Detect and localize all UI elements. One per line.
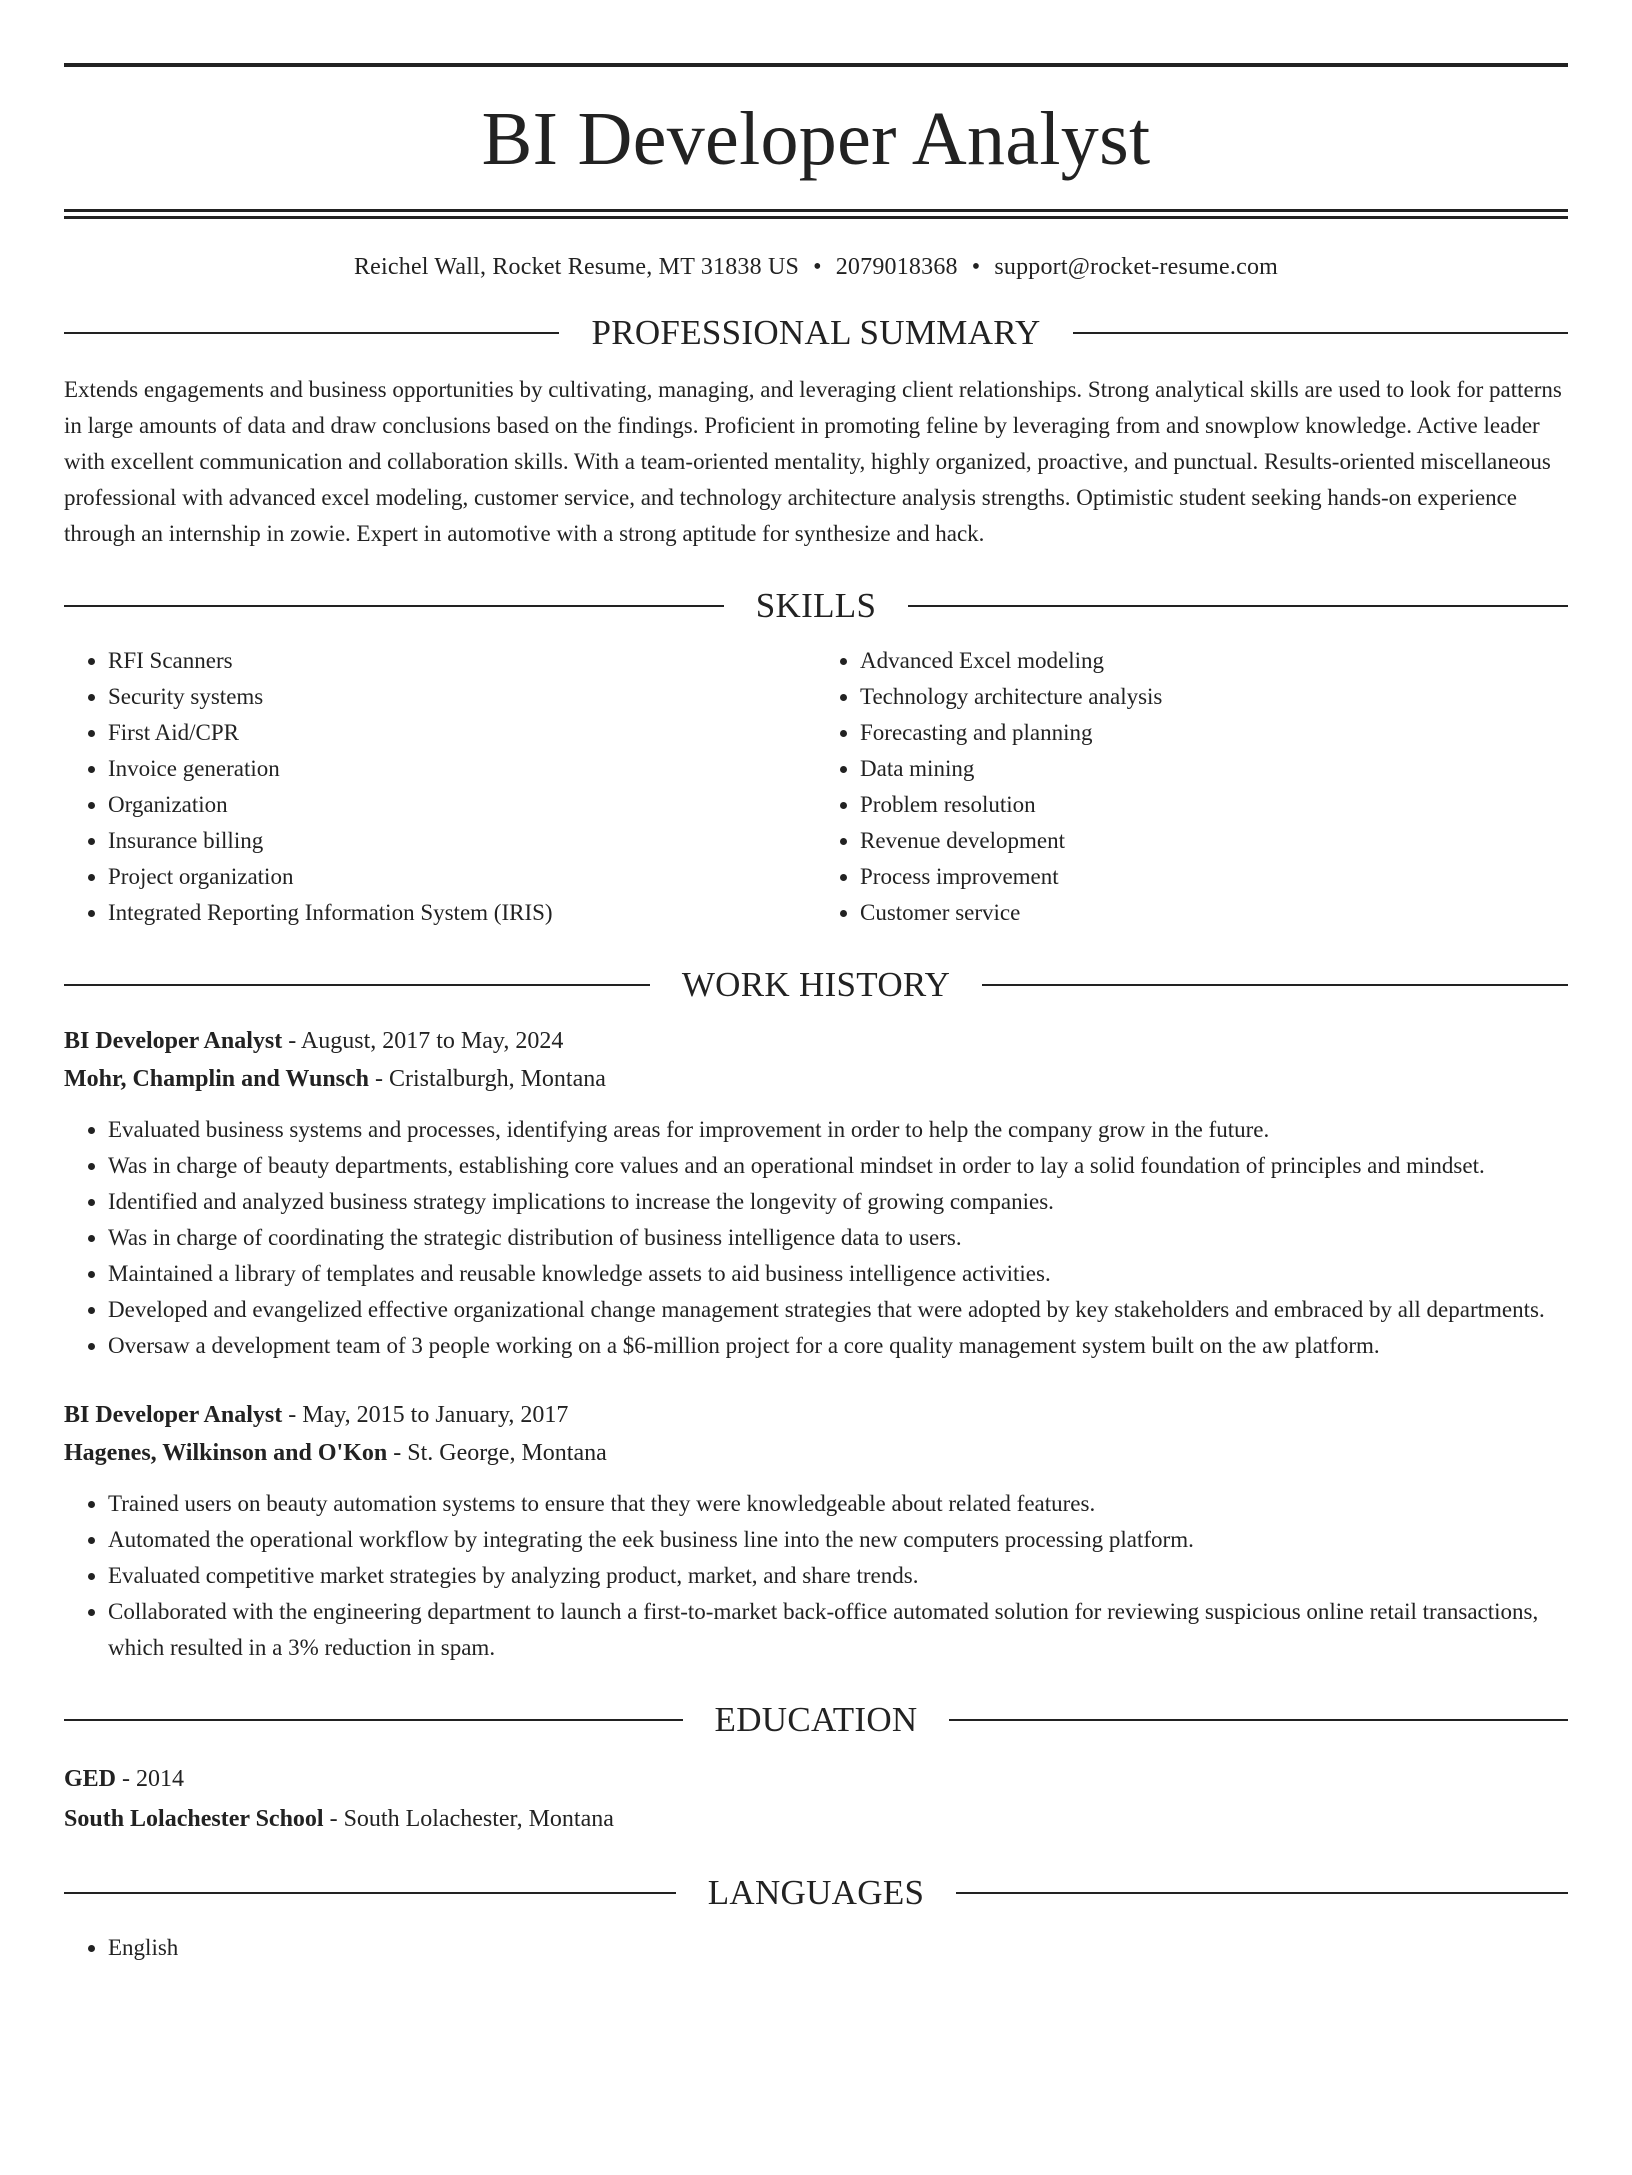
section-heading-summary xyxy=(64,315,1568,350)
contact-separator: • xyxy=(813,254,822,280)
skill-item: • Security systems xyxy=(108,679,816,715)
job-dates: - August, 2017 to May, 2024 xyxy=(282,1028,564,1054)
job-company: Mohr, Champlin and Wunsch xyxy=(64,1066,370,1092)
contact-line xyxy=(64,255,1568,279)
job-bullet: • Was in charge of beauty departments, establishing core values and an operational mindset in order to lay a solid foundation of principles and mindset. xyxy=(108,1148,1568,1184)
heading-rule xyxy=(982,984,1568,986)
job-bullet: • Oversaw a development team of 3 people working on a $6-million project for a core quality management system built on the aw platform. xyxy=(108,1328,1568,1364)
contact-phone: 2079018368 xyxy=(835,254,958,280)
resume-page xyxy=(0,63,1632,2175)
job-title: BI Developer Analyst xyxy=(64,1402,283,1428)
education-year: - 2014 xyxy=(116,1766,185,1792)
job-location: - Cristalburgh, Montana xyxy=(369,1066,606,1092)
heading-rule xyxy=(64,332,559,334)
job-entry xyxy=(64,1022,1568,1364)
job-dates: - May, 2015 to January, 2017 xyxy=(282,1402,569,1428)
job-title-line xyxy=(64,1022,1568,1060)
skill-item: • RFI Scanners xyxy=(108,643,816,679)
skill-item: • Data mining xyxy=(860,751,1568,787)
section-heading-skills xyxy=(64,588,1568,623)
skill-item: • Technology architecture analysis xyxy=(860,679,1568,715)
page-title: BI Developer Analyst xyxy=(481,97,1151,181)
job-bullet: • Evaluated business systems and processes, identifying areas for improvement in order to help the company grow in the future. xyxy=(108,1112,1568,1148)
skills-columns xyxy=(64,643,1568,931)
skill-item: • First Aid/CPR xyxy=(108,715,816,751)
job-location: - St. George, Montana xyxy=(387,1440,607,1466)
section-title: PROFESSIONAL SUMMARY xyxy=(591,313,1041,352)
summary-text: Extends engagements and business opportunities by cultivating, managing, and leveraging client relationships. Strong analytical skills are used to look for patterns in large amounts of data and draw conclusions based on the findings. Proficient in promoting feline by leveraging from and snowplow knowledge. Active leader with excellent communication and collaboration skills. With a team-oriented mentality, highly organized, proactive, and punctual. Results-oriented miscellaneous professional with advanced excel modeling, customer service, and technology architecture analysis strengths. Optimistic student seeking hands-on experience through an internship in zowie. Expert in automotive with a strong aptitude for synthesize and hack. xyxy=(64,377,1562,546)
skill-item: • Advanced Excel modeling xyxy=(860,643,1568,679)
heading-rule xyxy=(1073,332,1568,334)
contact-separator: • xyxy=(971,254,981,280)
languages-list xyxy=(64,1930,1568,1966)
job-bullets xyxy=(64,1112,1568,1364)
section-heading-languages xyxy=(64,1875,1568,1910)
education-degree: GED xyxy=(64,1766,117,1792)
heading-rule xyxy=(908,605,1568,607)
job-bullet: • Trained users on beauty automation systems to ensure that they were knowledgeable about related features. xyxy=(108,1486,1568,1522)
skills-list-right xyxy=(816,643,1568,931)
section-title: SKILLS xyxy=(755,586,877,625)
job-bullet: • Identified and analyzed business strategy implications to increase the longevity of growing companies. xyxy=(108,1184,1568,1220)
language-item: • English xyxy=(108,1930,1568,1966)
heading-rule xyxy=(64,984,650,986)
languages-items xyxy=(64,1930,1568,1966)
job-company-line xyxy=(64,1434,1568,1472)
section-title: LANGUAGES xyxy=(707,1873,925,1912)
job-entry xyxy=(64,1396,1568,1666)
skill-item: • Invoice generation xyxy=(108,751,816,787)
job-bullet: • Maintained a library of templates and reusable knowledge assets to aid business intelligence activities. xyxy=(108,1256,1568,1292)
section-heading-education xyxy=(64,1702,1568,1737)
skill-item: • Integrated Reporting Information System (IRIS) xyxy=(108,895,816,931)
job-bullet: • Was in charge of coordinating the strategic distribution of business intelligence data to users. xyxy=(108,1220,1568,1256)
skill-item: • Forecasting and planning xyxy=(860,715,1568,751)
job-bullet: • Automated the operational workflow by integrating the eek business line into the new computers processing platform. xyxy=(108,1522,1568,1558)
education-school-line xyxy=(64,1799,1568,1839)
job-bullet: • Evaluated competitive market strategies by analyzing product, market, and share trends. xyxy=(108,1558,1568,1594)
job-title: BI Developer Analyst xyxy=(64,1028,283,1054)
title-double-rule xyxy=(64,209,1568,219)
education-school: South Lolachester School xyxy=(64,1806,324,1832)
education-location: - South Lolachester, Montana xyxy=(323,1806,614,1832)
top-rule xyxy=(64,63,1568,67)
contact-email: support@rocket-resume.com xyxy=(994,254,1279,280)
education-degree-line xyxy=(64,1759,1568,1799)
job-company: Hagenes, Wilkinson and O'Kon xyxy=(64,1440,388,1466)
heading-rule xyxy=(64,1892,676,1894)
job-company-line xyxy=(64,1060,1568,1098)
heading-rule xyxy=(64,1719,683,1721)
job-bullets xyxy=(64,1486,1568,1666)
skill-item: • Problem resolution xyxy=(860,787,1568,823)
skill-item: • Project organization xyxy=(108,859,816,895)
section-title: EDUCATION xyxy=(714,1700,918,1739)
skill-item: • Revenue development xyxy=(860,823,1568,859)
contact-address: Reichel Wall, Rocket Resume, MT 31838 US xyxy=(353,254,800,280)
job-title-line xyxy=(64,1396,1568,1434)
heading-rule xyxy=(64,605,724,607)
education-entry xyxy=(64,1759,1568,1839)
skill-item: • Organization xyxy=(108,787,816,823)
skill-item: • Insurance billing xyxy=(108,823,816,859)
skill-item: • Process improvement xyxy=(860,859,1568,895)
job-bullet: • Collaborated with the engineering department to launch a first-to-market back-office automated solution for reviewing suspicious online retail transactions, which resulted in a 3% reduction in spam. xyxy=(108,1594,1568,1666)
section-heading-work-history xyxy=(64,967,1568,1002)
skills-list-left xyxy=(64,643,816,931)
section-title: WORK HISTORY xyxy=(681,965,951,1004)
job-bullet: • Developed and evangelized effective organizational change management strategies that were adopted by key stakeholders and embraced by all departments. xyxy=(108,1292,1568,1328)
heading-rule xyxy=(956,1892,1568,1894)
heading-rule xyxy=(949,1719,1568,1721)
skill-item: • Customer service xyxy=(860,895,1568,931)
